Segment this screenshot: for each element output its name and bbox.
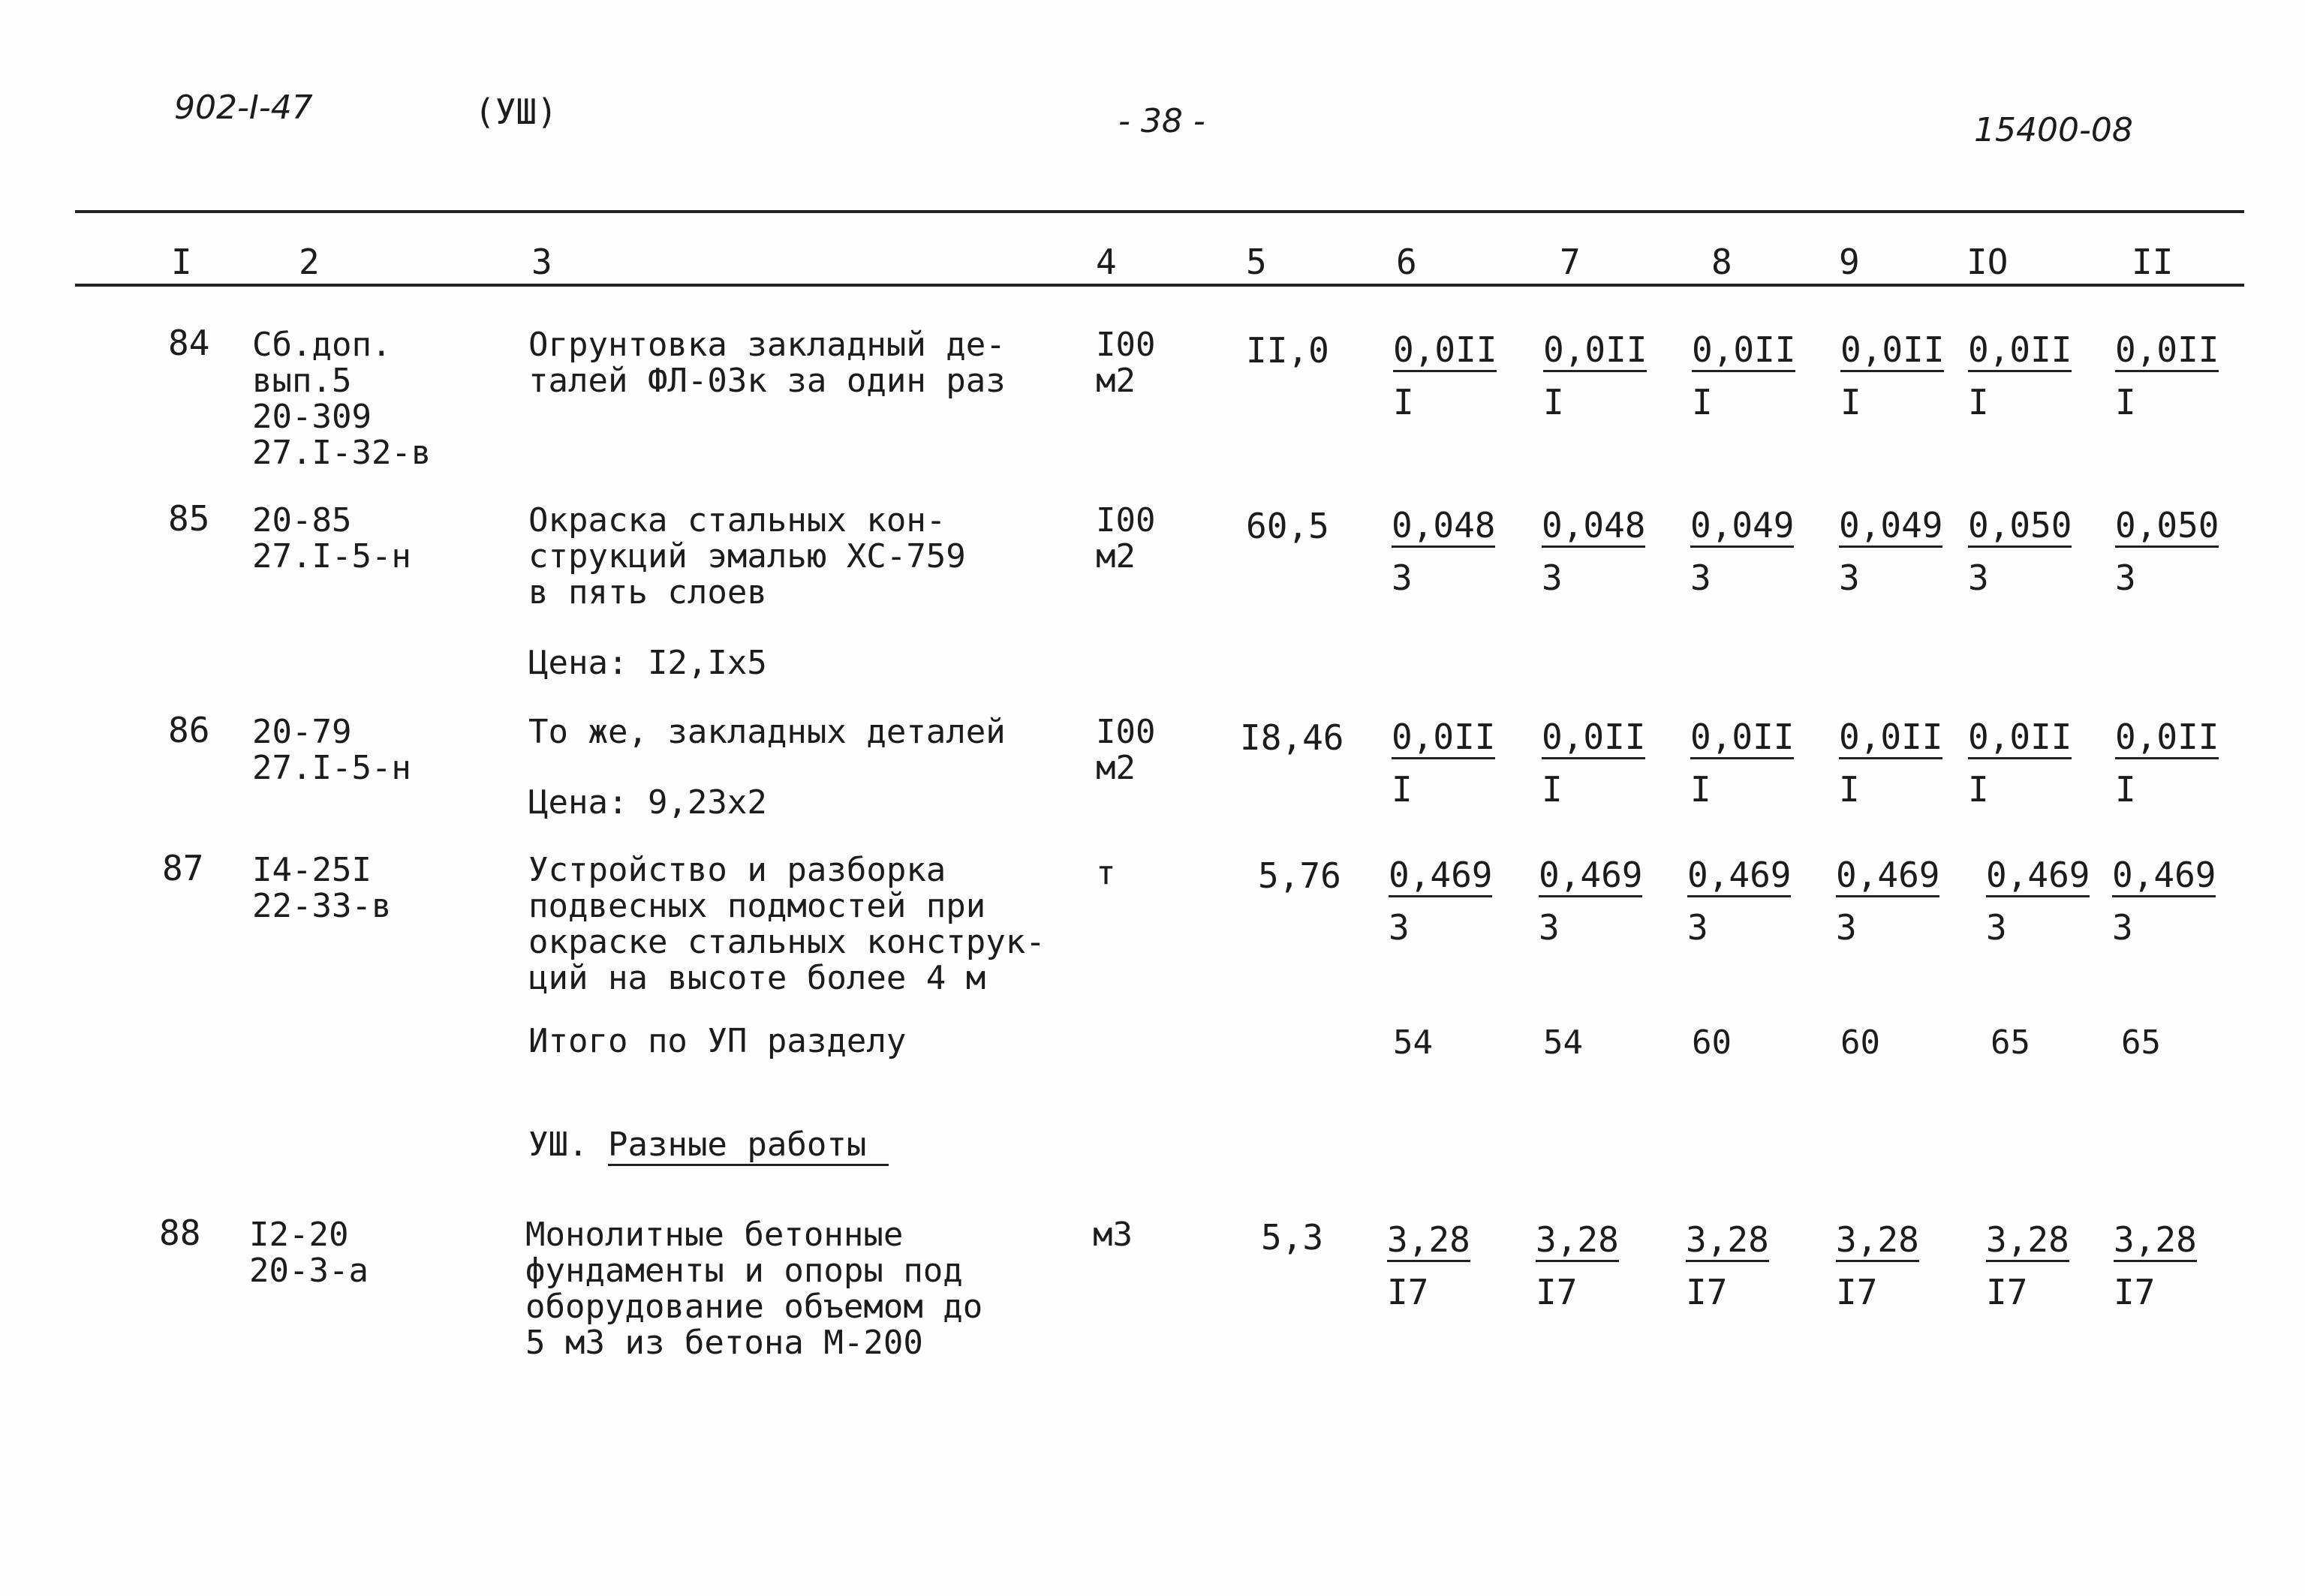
row-number: 87 xyxy=(162,848,204,888)
total-value: 60 xyxy=(1840,1023,1880,1062)
value-bottom: I xyxy=(1542,769,1563,810)
value-bottom: I xyxy=(1840,382,1861,422)
value-bottom: I7 xyxy=(1686,1272,1728,1312)
column-header: I xyxy=(171,242,192,282)
value-cell xyxy=(1836,855,1948,947)
total-value: 65 xyxy=(1991,1023,2030,1062)
value-top: 0,048 xyxy=(1542,506,1645,548)
value-cell xyxy=(1986,1220,2099,1312)
value-cell xyxy=(1542,717,1654,809)
value-top: 3,28 xyxy=(1986,1220,2069,1262)
row-number: 85 xyxy=(168,498,210,539)
row-code: I4-25I 22-33-в xyxy=(252,851,392,925)
value-top: 0,0II xyxy=(1839,717,1942,759)
value-cell xyxy=(2112,855,2225,947)
value-cell xyxy=(1687,855,1800,947)
value-bottom: I xyxy=(1839,769,1860,810)
value-cell xyxy=(2114,1220,2226,1312)
column-header: 4 xyxy=(1096,242,1117,282)
value-top: 0,0II xyxy=(1840,330,1944,372)
value-bottom: 3 xyxy=(1389,907,1410,948)
header-bottom-rule xyxy=(75,284,2244,287)
value-bottom: I xyxy=(1968,382,1989,422)
value-bottom: 3 xyxy=(2112,907,2133,948)
value-cell xyxy=(1690,506,1803,597)
value-cell xyxy=(1968,506,2081,597)
row-unit: м3 xyxy=(1093,1216,1133,1254)
value-cell xyxy=(1839,506,1951,597)
row-unit: I00 м2 xyxy=(1096,326,1156,400)
value-cell xyxy=(1986,855,2099,947)
value-cell xyxy=(1840,330,1953,422)
value-cell xyxy=(1839,717,1951,809)
value-bottom: I7 xyxy=(1986,1272,2028,1312)
value-top: 0,050 xyxy=(2115,506,2219,548)
row-description: Окраска стальных кон- струкций эмалью ХС-759 в пять слоев xyxy=(528,501,966,612)
row-code: I2-20 20-3-а xyxy=(249,1216,369,1290)
value-cell xyxy=(1542,506,1654,597)
table-top-rule xyxy=(75,210,2244,213)
document-code: 902-I-47 xyxy=(174,89,313,127)
value-top: 3,28 xyxy=(1387,1220,1470,1262)
row-description: Устройство и разборка подвесных подмостей при окраске стальных конструк- ций на высоте более 4 м xyxy=(528,851,1046,997)
row-price-note: Цена: 9,23х2 xyxy=(528,783,767,822)
value-cell xyxy=(2115,330,2228,422)
column-header: II xyxy=(2132,242,2174,282)
value-bottom: 3 xyxy=(1839,558,1860,598)
value-top: 0,469 xyxy=(2112,855,2216,897)
value-top: 0,469 xyxy=(1986,855,2090,897)
value-top: 3,28 xyxy=(1836,1220,1919,1262)
section-number: УШ. xyxy=(528,1126,588,1164)
value-cell xyxy=(1389,855,1501,947)
column-header: 6 xyxy=(1396,242,1417,282)
row-description: Огрунтовка закладный де- талей ФЛ-03к за один раз xyxy=(528,326,1006,400)
value-cell xyxy=(1392,506,1504,597)
row-quantity: 5,76 xyxy=(1258,855,1341,896)
sheet-code: 15400-08 xyxy=(1974,111,2133,149)
value-bottom: I xyxy=(1392,769,1413,810)
column-header: 5 xyxy=(1246,242,1267,282)
value-top: 0,0II xyxy=(2115,330,2219,372)
value-bottom: 3 xyxy=(1539,907,1560,948)
value-top: 0,469 xyxy=(1389,855,1492,897)
value-top: 3,28 xyxy=(1686,1220,1769,1262)
value-bottom: 3 xyxy=(1690,558,1711,598)
value-bottom: 3 xyxy=(1986,907,2007,948)
row-code: 20-85 27.I-5-н xyxy=(252,501,411,576)
value-bottom: I7 xyxy=(1836,1272,1878,1312)
value-top: 3,28 xyxy=(1536,1220,1619,1262)
value-bottom: I xyxy=(1690,769,1711,810)
value-top: 0,0II xyxy=(2115,717,2219,759)
value-bottom: 3 xyxy=(1392,558,1413,598)
column-header: IO xyxy=(1966,242,2009,282)
value-bottom: I7 xyxy=(2114,1272,2156,1312)
row-price-note: Цена: I2,Iх5 xyxy=(528,644,767,682)
value-cell xyxy=(1836,1220,1948,1312)
value-top: 0,0II xyxy=(1968,330,2072,372)
column-header: 9 xyxy=(1839,242,1860,282)
page-number: - 38 - xyxy=(1118,102,1205,140)
total-label: Итого по УП разделу xyxy=(528,1022,907,1060)
value-top: 0,0II xyxy=(1543,330,1647,372)
row-description: То же, закладных деталей xyxy=(528,713,1006,751)
value-top: 0,049 xyxy=(1690,506,1794,548)
row-quantity: I8,46 xyxy=(1240,717,1344,758)
total-value: 54 xyxy=(1393,1023,1433,1062)
row-code: 20-79 27.I-5-н xyxy=(252,713,411,787)
row-number: 86 xyxy=(168,710,210,750)
value-top: 0,469 xyxy=(1539,855,1642,897)
value-bottom: 3 xyxy=(1542,558,1563,598)
value-cell xyxy=(2115,506,2228,597)
value-top: 0,469 xyxy=(1687,855,1791,897)
value-bottom: I xyxy=(1543,382,1564,422)
column-header: 7 xyxy=(1560,242,1581,282)
total-value: 65 xyxy=(2121,1023,2161,1062)
value-top: 0,0II xyxy=(1542,717,1645,759)
value-bottom: I xyxy=(2115,382,2136,422)
row-quantity: 60,5 xyxy=(1246,506,1329,546)
row-quantity: 5,3 xyxy=(1261,1217,1324,1258)
value-top: 3,28 xyxy=(2114,1220,2197,1262)
value-cell xyxy=(1536,1220,1648,1312)
value-bottom: 3 xyxy=(1968,558,1989,598)
value-cell xyxy=(1392,717,1504,809)
value-bottom: I xyxy=(1968,769,1989,810)
section-title: Разные работы xyxy=(608,1126,889,1166)
value-cell xyxy=(1393,330,1506,422)
value-bottom: I xyxy=(1692,382,1713,422)
section-mark: (УШ) xyxy=(474,92,558,132)
value-bottom: 3 xyxy=(1836,907,1857,948)
column-header: 8 xyxy=(1711,242,1732,282)
value-top: 0,050 xyxy=(1968,506,2072,548)
row-quantity: II,0 xyxy=(1246,330,1329,371)
total-value: 60 xyxy=(1692,1023,1732,1062)
value-top: 0,049 xyxy=(1839,506,1942,548)
total-value: 54 xyxy=(1543,1023,1583,1062)
value-cell xyxy=(1692,330,1804,422)
column-header: 3 xyxy=(531,242,552,282)
value-top: 0,0II xyxy=(1692,330,1795,372)
value-cell xyxy=(1690,717,1803,809)
value-top: 0,0II xyxy=(1968,717,2072,759)
row-number: 84 xyxy=(168,323,210,363)
value-top: 0,0II xyxy=(1392,717,1495,759)
value-top: 0,0II xyxy=(1393,330,1497,372)
value-top: 0,0II xyxy=(1690,717,1794,759)
value-cell xyxy=(1387,1220,1500,1312)
value-cell xyxy=(2115,717,2228,809)
row-unit: I00 м2 xyxy=(1096,501,1156,576)
value-bottom: 3 xyxy=(2115,558,2136,598)
value-cell xyxy=(1968,717,2081,809)
row-unit: I00 м2 xyxy=(1096,713,1156,787)
value-bottom: I7 xyxy=(1387,1272,1429,1312)
column-header: 2 xyxy=(299,242,320,282)
row-unit: т xyxy=(1096,854,1116,892)
section-heading xyxy=(528,1127,889,1163)
value-bottom: I7 xyxy=(1536,1272,1578,1312)
value-top: 0,469 xyxy=(1836,855,1939,897)
value-cell xyxy=(1686,1220,1798,1312)
value-top: 0,048 xyxy=(1392,506,1495,548)
value-cell xyxy=(1539,855,1651,947)
row-code: Сб.доп. вып.5 20-309 27.I-32-в xyxy=(252,326,432,472)
value-bottom: I xyxy=(1393,382,1414,422)
value-cell xyxy=(1543,330,1656,422)
value-cell xyxy=(1968,330,2081,422)
row-description: Монолитные бетонные фундаменты и опоры под оборудование объемом до 5 м3 из бетона М-200 xyxy=(525,1216,983,1362)
value-bottom: 3 xyxy=(1687,907,1708,948)
row-number: 88 xyxy=(159,1213,201,1253)
value-bottom: I xyxy=(2115,769,2136,810)
